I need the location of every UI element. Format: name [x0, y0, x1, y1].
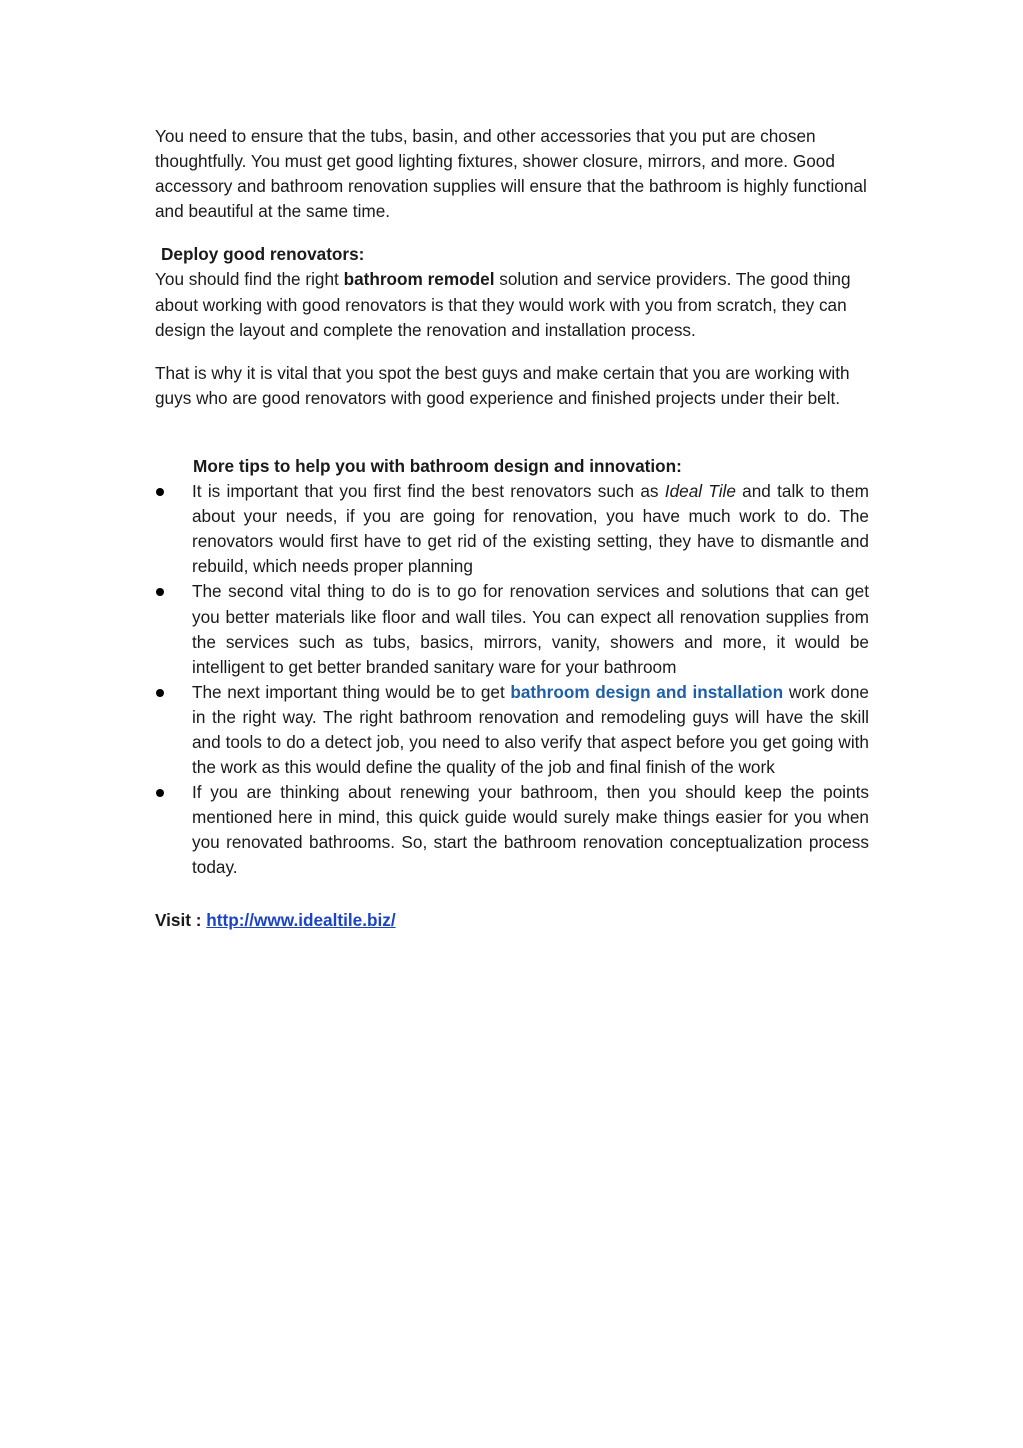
tip-item-renovators [155, 479, 869, 579]
tip-3-start: The next important thing would be to get [192, 681, 511, 702]
intro-paragraph: You need to ensure that the tubs, basin, and other accessories that you put are chosen thoughtfully. You must get good lighting fixtures, shower closure, mirrors, and more. Good accessory and bathroom renovation supplies will ensure that the bathroom is highly functional and beautiful at the same time. [155, 126, 867, 222]
design-installation-link[interactable]: bathroom design and installation [510, 681, 784, 702]
tip-item-renewing [155, 780, 869, 880]
tip-1-start: It is important that you first find the best renovators such as [192, 481, 665, 502]
tip-item-design-installation [155, 680, 869, 780]
tips-heading: More tips to help you with bathroom design and innovation: [193, 455, 682, 476]
tips-list [155, 479, 869, 881]
remodel-paragraph-end: solution and service providers. The good thing about working with good renovators is that they would work with you from scratch, they can design the layout and complete the renovation and installation process. [155, 269, 851, 340]
tip-2-text: The second vital thing to do is to go for renovation services and solutions that can get you better materials like floor and wall tiles. You can expect all renovation supplies from the services such as tubs, basics, mirrors, vanity, showers and more, it would be intelligent to get better branded sanitary ware for your bathroom [192, 581, 869, 677]
tip-1-end: and talk to them about your needs, if you are going for renovation, you have much work to do. The renovators would first have to get rid of the existing setting, they have to dismantle and rebuild, which needs proper planning [192, 481, 869, 577]
remodel-paragraph-start: You should find the right [155, 269, 344, 290]
remodel-paragraph [155, 267, 869, 342]
bullet-icon [156, 588, 164, 596]
bullet-icon [156, 789, 164, 797]
visit-label: Visit : [155, 909, 207, 930]
ideal-tile-italic: Ideal Tile [664, 481, 736, 502]
document-page [155, 124, 869, 933]
bathroom-remodel-bold: bathroom remodel [343, 269, 495, 290]
vital-paragraph: That is why it is vital that you spot the best guys and make certain that you are working with guys who are good renovators with good experience and finished projects under their belt. [155, 362, 850, 408]
tip-3-end: work done in the right way. The right bathroom renovation and remodeling guys will have the skill and tools to do a detect job, you need to also verify that aspect before you get going with the work as this would define the quality of the job and final finish of the work [192, 681, 869, 778]
deploy-heading: Deploy good renovators: [161, 244, 365, 265]
tip-item-materials [155, 579, 869, 679]
visit-line [155, 908, 869, 933]
bullet-icon [156, 689, 164, 697]
bullet-icon [156, 488, 164, 496]
tip-4-text: If you are thinking about renewing your bathroom, then you should keep the points mentioned here in mind, this quick guide would surely make things easier for you when you renovated bathrooms. So, start the bathroom renovation conceptualization process today. [192, 782, 869, 878]
website-link[interactable]: http://www.idealtile.biz/ [206, 909, 396, 930]
